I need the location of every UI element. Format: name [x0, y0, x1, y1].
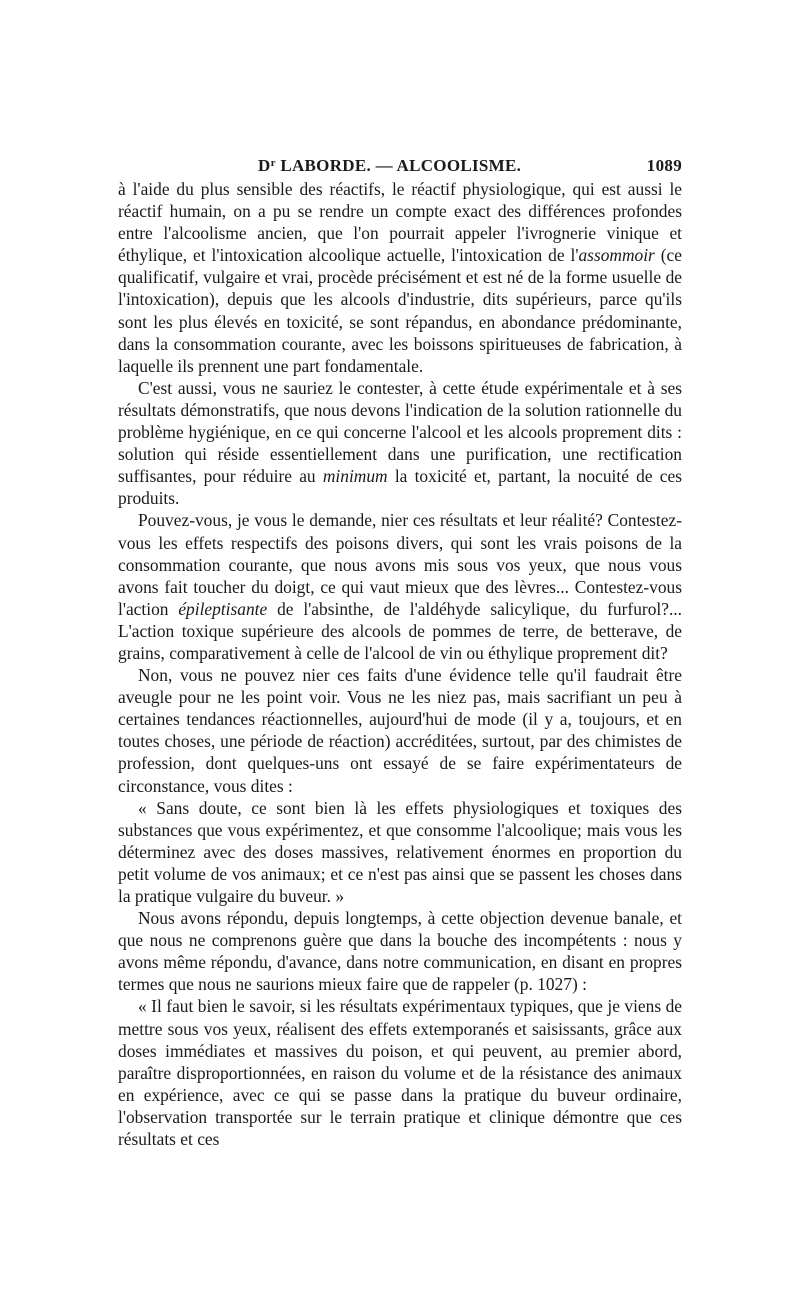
paragraph: [118, 907, 682, 995]
italic-text: assommoir: [578, 245, 655, 266]
text-run: « Il faut bien le savoir, si les résultats expérimentaux typiques, que je viens de mettre sous vos yeux, réalisent des effets extemporanés et saisissants, grâce aux doses immédiates et massives du poison, et qui peuvent, au premier abord, paraître disproportionnées, en raison du volume et de la résistance des animaux en expérience, avec ce qui se passe dans la pratique du buveur ordinaire, l'observation transportée sur le terrain pratique et clinique démontre que ces résultats et ces: [118, 996, 682, 1150]
paragraph: [118, 178, 682, 377]
text-run: Pouvez-vous, je vous le demande, nier ces résultats et leur réalité? Contestez-vous les effets respectifs des poisons divers, qui sont les vrais poisons de la consommation courante, que nous avons mis sous vos yeux, que nous vous avons fait toucher du doigt, ce qui vaut mieux que des lèvres... Contestez-vous l'action: [118, 510, 682, 619]
running-title: [258, 156, 521, 176]
text-run: Non, vous ne pouvez nier ces faits d'une évidence telle qu'il faudrait être aveugle pour ne les point voir. Vous ne les niez pas, mais sacrifiant un peu à certaines tendances réactionnelles, aujourd'hui de mode (il y a, toujours, et en toutes choses, une période de réaction) accréditées, surtout, par des chimistes de profession, dont quelques-uns ont essayé de se faire expérimentateurs de circonstance, vous dites :: [118, 665, 682, 796]
text-run: C'est aussi, vous ne sauriez le contester, à cette étude expérimentale et à ses résultats démonstratifs, que nous devons l'indication de la solution rationnelle du problème hygiénique, en ce qui concerne l'alcool et les alcools proprement dits : solution qui réside essentiellement dans une purification, une rectification suffisantes, pour réduire au: [118, 377, 682, 487]
text-run: « Sans doute, ce sont bien là les effets physiologiques et toxiques des substances que vous expérimentez, et que consomme l'alcoolique; mais vous les déterminez avec des doses massives, relativement énormes en proportion du petit volume de vos animaux; et ce n'est pas ainsi que se passent les choses dans la pratique vulgaire du buveur. »: [118, 797, 682, 906]
book-page: [118, 148, 682, 1150]
text-run: à l'aide du plus sensible des réactifs, le réactif physiologique, qui est aussi le réactif humain, on a pu se rendre un compte exact des différences profondes entre l'alcoolisme ancien, que l'on pourrait appeler l'ivrognerie vinique et éthylique, et l'intoxication alcoolique actuelle, l'intoxication de l': [118, 179, 682, 266]
paragraph: [118, 664, 682, 797]
running-header: [118, 148, 682, 178]
author-prefix: D: [258, 156, 271, 175]
author-sup: r: [270, 157, 276, 169]
text-run: la toxicité et, partant, la nocuité de ces produits.: [118, 466, 682, 509]
quoted-paragraph: [118, 797, 682, 907]
italic-text: épileptisante: [178, 598, 268, 619]
text-run: (ce qualificatif, vulgaire et vrai, procède précisément et est né de la forme usuelle de l'intoxication), depuis que les alcools d'industrie, dits supérieurs, parce qu'ils sont les plus élevés en toxicité, se sont répandus, en abondance prédominante, dans la consommation courante, avec les boissons spiritueuses de fabrication, à laquelle ils prennent une part fondamentale.: [118, 245, 682, 376]
paragraph: [118, 377, 682, 510]
body-text: [118, 178, 682, 1150]
page-number: 1089: [646, 156, 682, 175]
title-rest: LABORDE. — ALCOOLISME.: [275, 156, 522, 175]
text-run: Nous avons répondu, depuis longtemps, à cette objection devenue banale, et que nous ne comprenons guère que dans la bouche des incompétents : nous y avons même répondu, d'avance, dans notre communication, en disant en propres termes que nous ne saurions mieux faire que de rappeler (p. 1027) :: [118, 908, 682, 995]
quoted-paragraph: [118, 995, 682, 1150]
text-run: de l'absinthe, de l'aldéhyde salicylique, du furfurol?... L'action toxique supérieure des alcools de pommes de terre, de betterave, de grains, comparativement à celle de l'alcool de vin ou éthylique proprement dit?: [118, 598, 682, 663]
italic-text: minimum: [322, 466, 388, 487]
paragraph: [118, 509, 682, 664]
